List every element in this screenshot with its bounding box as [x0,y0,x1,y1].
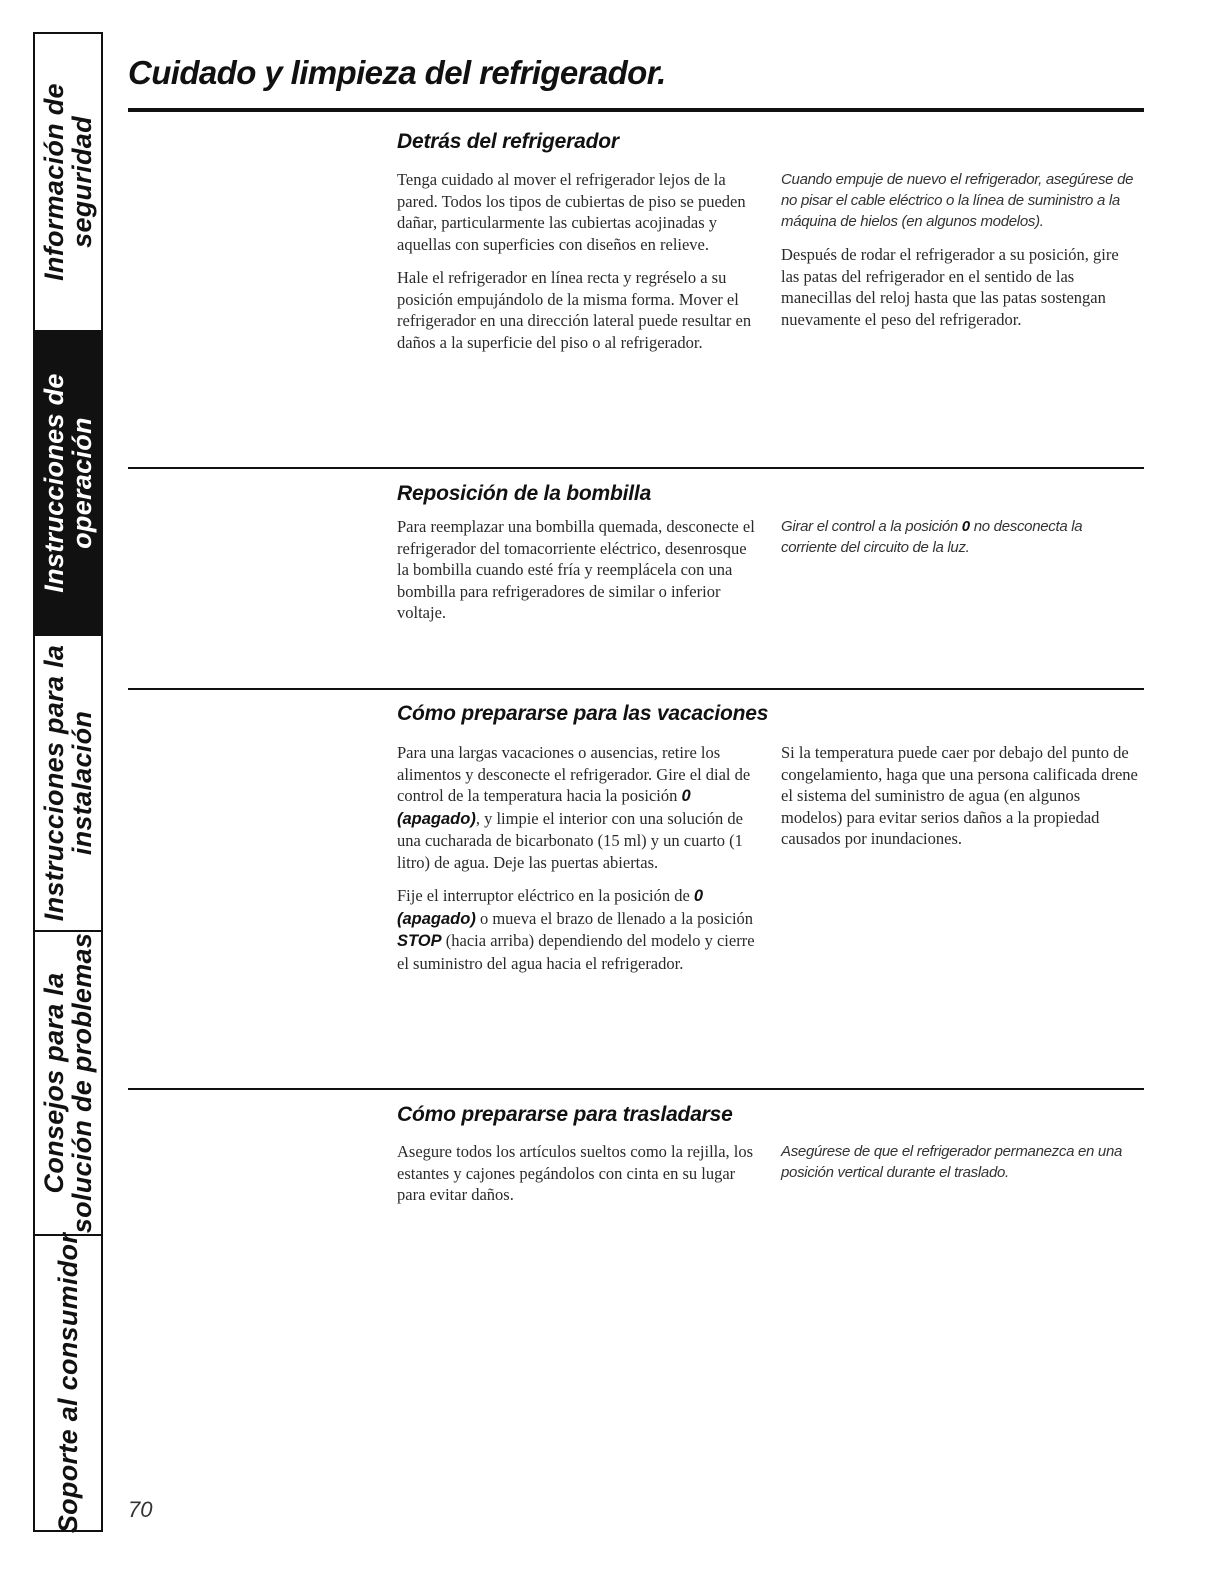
section-heading-trasladarse: Cómo prepararse para trasladarse [397,1103,733,1126]
note: Asegúrese de que el refrigerador permanezca en una posición vertical durante el traslado. [781,1143,1123,1181]
section-heading-vacaciones: Cómo prepararse para las vacaciones [397,702,769,725]
paragraph: Hale el refrigerador en línea recta y regréselo a su posición empujándolo de la misma forma. Mover el refrigerador en una dirección lateral puede resultar en daños a la superficie del piso o al refrigerador. [397,268,752,352]
section-heading-bombilla: Reposición de la bombilla [397,482,652,505]
paragraph: Asegure todos los artículos sueltos como la rejilla, los estantes y cajones pegándolos con cinta en su lugar para evitar daños. [397,1142,754,1204]
tab-label: Consejos para la solución de problemas [39,932,97,1234]
tab-label: Información de seguridad [39,83,97,281]
stop-position: STOP [397,932,442,950]
section-divider [128,688,1144,690]
off-position: 0 (apagado) [397,887,704,928]
note: Cuando empuje de nuevo el refrigerador, asegúrese de no pisar el cable eléctrico o la línea de suministro a la máquina de hielos (en algunos modelos). [781,171,1134,230]
paragraph: Si la temperatura puede caer por debajo del punto de congelamiento, haga que una persona calificada drene el sistema del suministro de agua (en algunos modelos) para evitar serios daños a la propiedad causados por inundaciones. [781,743,1138,848]
tab-instrucciones-operacion[interactable] [35,332,101,636]
paragraph: Después de rodar el refrigerador a su posición, gire las patas del refrigerador en el sentido de las manecillas del reloj hasta que las patas sostengan nuevamente el peso del refrigerador. [781,245,1119,329]
section-heading-detras: Detrás del refrigerador [397,130,619,153]
tab-label: Instrucciones para la instalación [39,644,97,922]
note: Girar el control a la posición 0 no desconecta la corriente del circuito de la luz. [781,518,1083,556]
paragraph: Tenga cuidado al mover el refrigerador lejos de la pared. Todos los tipos de cubiertas de piso se pueden dañar, particularmente las cubiertas acojinadas y aquellas con superficies con diseños en relieve. [397,170,746,254]
position-value: 0 [961,518,970,535]
tab-label: Soporte al consumidor [53,1232,83,1534]
off-position: 0 (apagado) [397,787,691,828]
tab-label: Instrucciones de operación [39,373,97,593]
section-divider [128,1088,1144,1090]
bombilla-left-column [397,516,762,636]
bombilla-right-column [781,516,1141,570]
trasladarse-left-column [397,1141,762,1218]
vacaciones-left-column [397,742,762,986]
paragraph: Fije el interruptor eléctrico en la posición de 0 (apagado) o mueva el brazo de llenado a la posición STOP (hacia arriba) dependiendo del modelo y cierre el suministro del agua hacia el refrigerador. [397,886,755,973]
page-number: 70 [128,1497,153,1522]
paragraph: Para una largas vacaciones o ausencias, retire los alimentos y desconecte el refrigerador. Gire el dial de control de la temperatura hacia la posición 0 (apagado), y limpie el interior con una solución de una cucharada de bicarbonato (15 ml) y un cuarto (1 litro) de agua. Deje las puertas abiertas. [397,743,751,872]
trasladarse-right-column [781,1141,1141,1195]
vacaciones-right-column [781,742,1141,862]
paragraph: Para reemplazar una bombilla quemada, desconecte el refrigerador del tomacorriente eléctrico, desenrosque la bombilla cuando esté fría y reemplácela con una bombilla para refrigeradores de similar o inferior voltaje. [397,517,755,622]
section-divider [128,467,1144,469]
tab-consejos-solucion-problemas[interactable] [35,932,101,1236]
tab-informacion-seguridad[interactable] [35,34,101,332]
detras-left-column [397,169,762,365]
page-title: Cuidado y limpieza del refrigerador. [128,54,666,91]
detras-right-column [781,169,1141,342]
title-divider [128,108,1144,112]
tab-instrucciones-instalacion[interactable] [35,636,101,932]
tab-soporte-consumidor[interactable] [35,1232,101,1534]
side-tab-strip [33,32,103,1532]
